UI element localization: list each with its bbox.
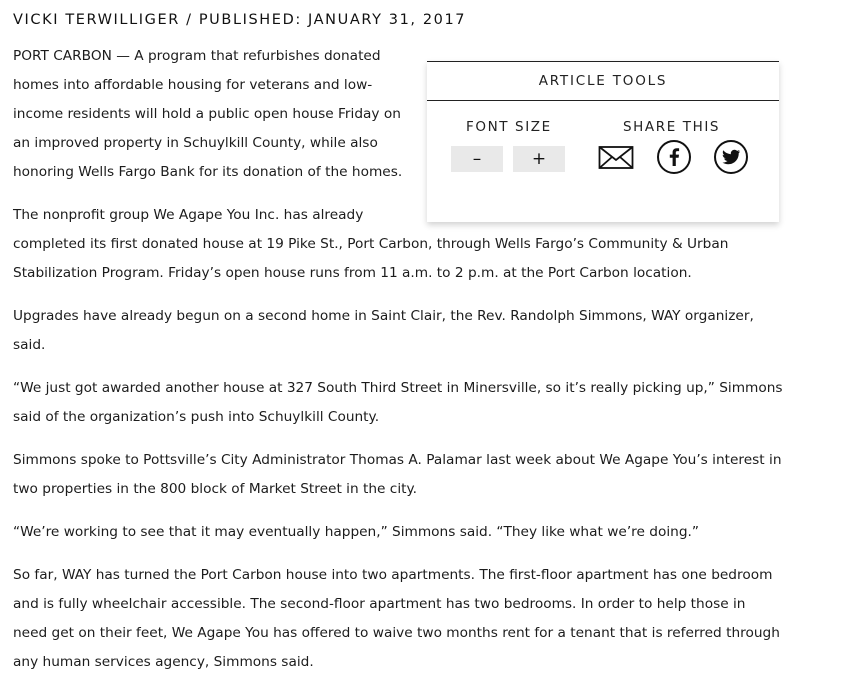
article-paragraph: The nonprofit group We Agape You Inc. has already completed its first donated house at 19 Pike St., Port Carbon, through Wells Fargo’s Community & Urban Stabilization Program. Friday’s open house runs from 11 a.m. to 2 p.m. at the Port Carbon location. — [13, 207, 729, 281]
article-paragraph: So far, WAY has turned the Port Carbon house into two apartments. The first-floor apartment has one bedroom and is fully wheelchair accessible. The second-floor apartment has two bedrooms. In order to help those in need get on their feet, We Agape You has offered to waive two months rent for a tenant that is referred through any human services agency, Simmons said. — [13, 567, 780, 670]
decrease-font-size-button[interactable]: – — [451, 146, 503, 172]
twitter-icon[interactable] — [713, 139, 749, 175]
article-paragraph: “We’re working to see that it may eventually happen,” Simmons said. “They like what we’re doing.” — [13, 524, 699, 540]
article-byline: VICKI TERWILLIGER / PUBLISHED: JANUARY 31, 2017 — [13, 12, 467, 28]
article-paragraph: Simmons spoke to Pottsville’s City Administrator Thomas A. Palamar last week about We Agape You’s interest in two properties in the 800 block of Market Street in the city. — [13, 452, 782, 497]
increase-font-size-button[interactable]: + — [513, 146, 565, 172]
article-tools-title: ARTICLE TOOLS — [427, 62, 779, 101]
article-paragraph: “We just got awarded another house at 327 South Third Street in Minersville, so it’s really picking up,” Simmons said of the organization’s push into Schuylkill County. — [13, 380, 783, 425]
email-icon[interactable] — [598, 139, 634, 175]
article-paragraph: Upgrades have already begun on a second home in Saint Clair, the Rev. Randolph Simmons, WAY organizer, said. — [13, 308, 754, 353]
font-size-label: FONT SIZE — [466, 119, 552, 135]
share-this-label: SHARE THIS — [623, 119, 721, 135]
facebook-icon[interactable] — [656, 139, 692, 175]
article-tools-box — [427, 61, 779, 222]
article-paragraph: PORT CARBON — A program that refurbishes donated homes into affordable housing for veterans and low-income residents will hold a public open house Friday on an improved property in Schuylkill County, while also honoring Wells Fargo Bank for its donation of the homes. — [13, 48, 403, 180]
